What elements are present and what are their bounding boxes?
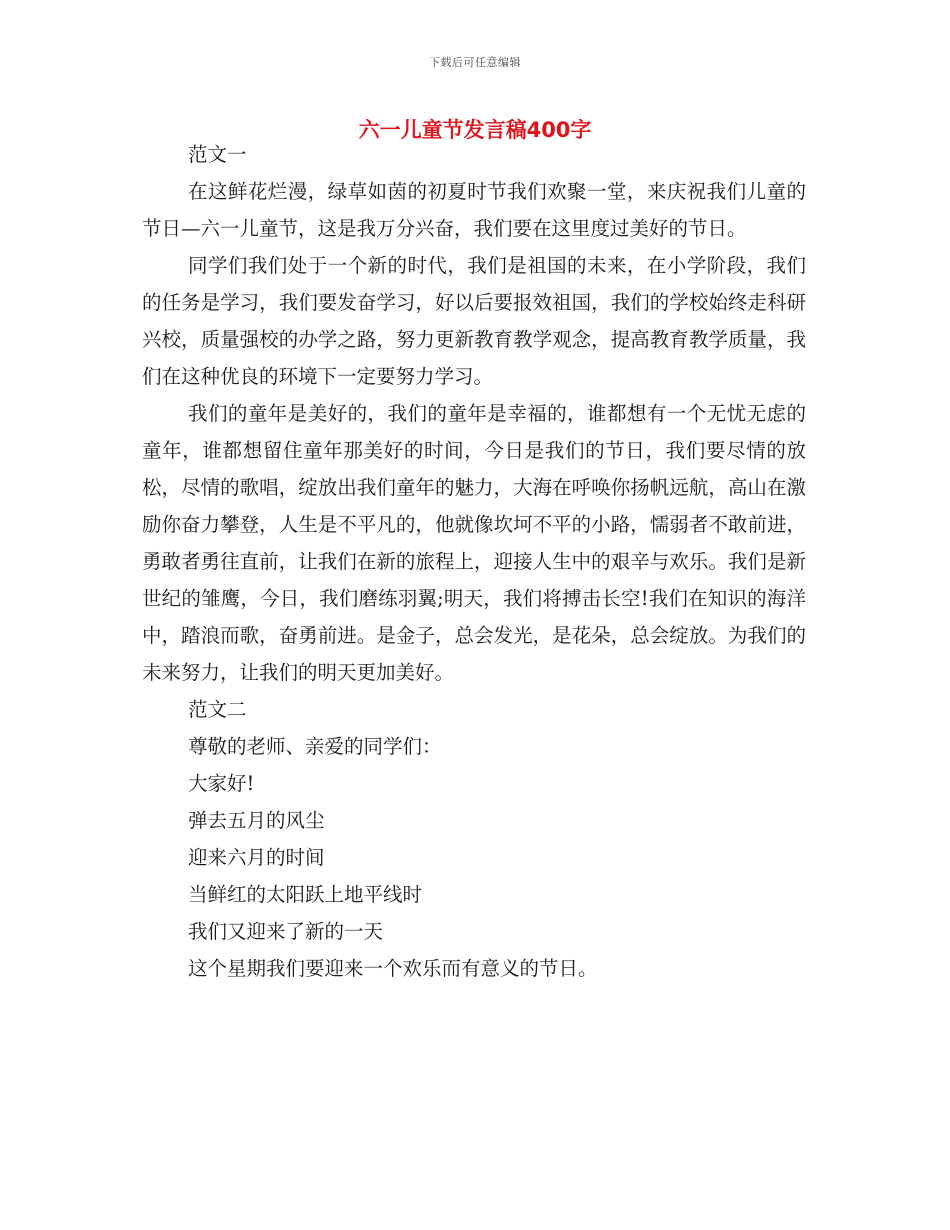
page-header-note: 下载后可任意编辑: [429, 56, 521, 69]
salutation: 尊敬的老师、亲爱的同学们：: [188, 735, 442, 758]
paragraph: 我们的童年是美好的，我们的童年是幸福的，谁都想有一个无忧无虑的童年，谁都想留住童年那美好的时间，今日是我们的节日，我们要尽情的放松，尽情的歌唱，绽放出我们童年的魅力，大海在呼唤你扬帆远航，高山在激励你奋力攀登，人生是不平凡的，他就像坎坷不平的小路，懦弱者不敢前进，勇敢者勇往直前，让我们在新的旅程上，迎接人生中的艰辛与欢乐。我们是新世纪的雏鹰，今日，我们磨练羽翼;明天，我们将搏击长空!我们在知识的海洋中，踏浪而歌，奋勇前进。是金子，总会发光，是花朵，总会绽放。为我们的未来努力，让我们的明天更加美好。: [142, 402, 806, 684]
greeting: 大家好!: [188, 772, 255, 795]
paragraph: 这个星期我们要迎来一个欢乐而有意义的节日。: [188, 957, 598, 980]
verse-line: 我们又迎来了新的一天: [188, 920, 384, 943]
verse-line: 弹去五月的风尘: [188, 809, 325, 832]
verse-line: 当鲜红的太阳跃上地平线时: [188, 883, 423, 906]
paragraph: 同学们我们处于一个新的时代，我们是祖国的未来，在小学阶段，我们的任务是学习，我们要发奋学习，好以后要报效祖国，我们的学校始终走科研兴校，质量强校的办学之路，努力更新教育教学观念，提高教育教学质量，我们在这种优良的环境下一定要努力学习。: [142, 254, 806, 388]
verse-line: 迎来六月的时间: [188, 846, 325, 869]
heading-sample-one: 范文一: [188, 143, 247, 166]
paragraph: 在这鲜花烂漫，绿草如茵的初夏时节我们欢聚一堂，来庆祝我们儿童的节日—六一儿童节，这是我万分兴奋，我们要在这里度过美好的节日。: [142, 180, 806, 240]
heading-sample-two: 范文二: [188, 698, 247, 721]
document-title: 六一儿童节发言稿400字: [358, 118, 592, 142]
document-body: [142, 136, 806, 987]
